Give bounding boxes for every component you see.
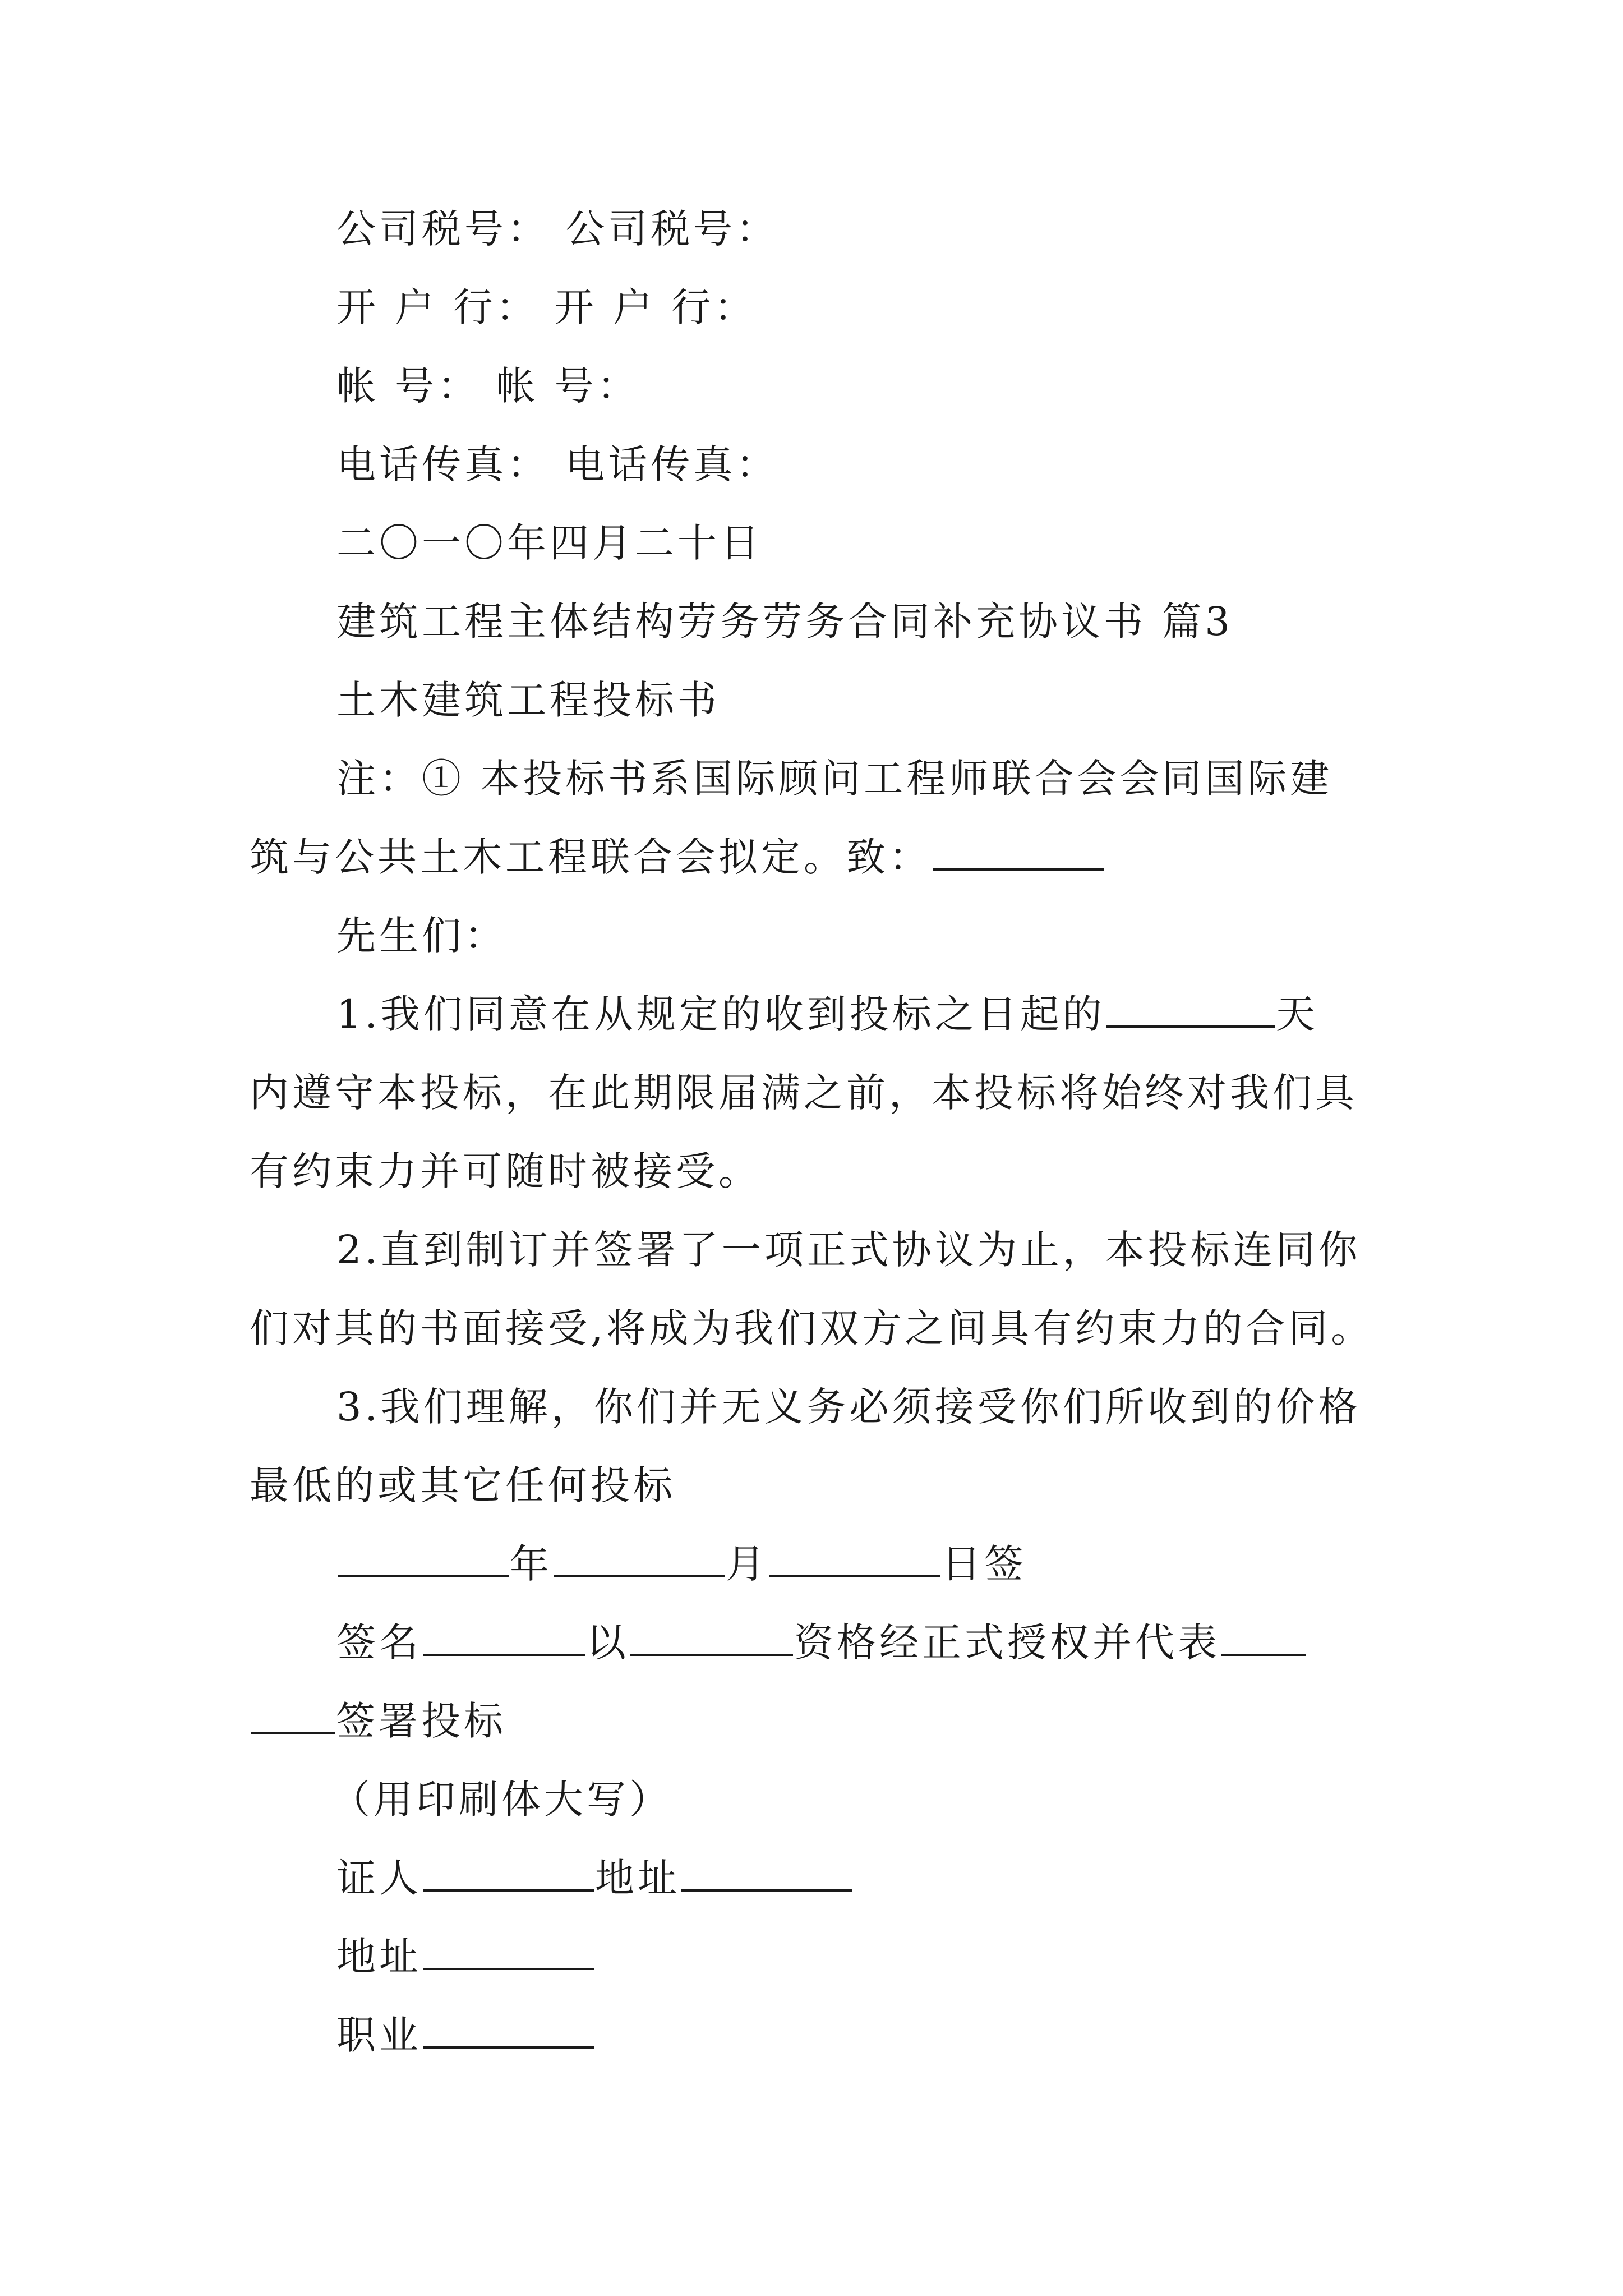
phone-fax-line: 电话传真： 电话传真： [336,441,779,487]
contract-date: 二〇一〇年四月二十日 [336,520,763,566]
clause-1-line-2: 内遵守本投标，在此期限届满之前，本投标将始终对我们具 [250,1070,1358,1116]
occupation-line [336,2008,595,2062]
day-sign-label: 日签 [942,1541,1027,1587]
clause-3-line-2: 最低的或其它任何投标 [250,1462,676,1508]
day-blank [769,1543,940,1577]
witness-address-label: 地址 [595,1855,680,1901]
capacity-label: 资格经正式授权并代表 [794,1619,1220,1665]
year-label: 年 [510,1541,552,1587]
witness-address-blank [681,1857,852,1892]
clause-2-line-2: 们对其的书面接受,将成为我们双方之间具有约束力的合同。 [250,1305,1374,1351]
note-line-2 [250,830,1105,884]
signature-line-1 [336,1616,1307,1669]
month-label: 月 [726,1541,768,1587]
days-blank [1106,993,1275,1028]
bank-line: 开 户 行： 开 户 行： [336,284,757,330]
sign-label: 签名 [336,1619,422,1665]
sign-bid-label: 签署投标 [336,1698,506,1744]
signature-line-2 [250,1694,506,1748]
clause-1-text-b: 天 [1275,991,1318,1037]
address-blank [423,1935,594,1970]
salutation: 先生们： [336,913,507,959]
witness-line [336,1851,854,1905]
note-line-1: 注：① 本投标书系国际顾问工程师联合会会同国际建 [336,756,1333,802]
capacity-blank [630,1621,793,1656]
witness-blank [423,1857,594,1892]
section-heading: 建筑工程主体结构劳务劳务合同补充协议书 篇3 [336,599,1233,645]
represented-blank-cont [251,1700,335,1734]
clause-3-line-1: 3.我们理解，你们并无义务必须接受你们所收到的价格 [336,1384,1361,1430]
with-label: 以 [587,1619,629,1665]
clause-1-text-a: 1.我们同意在从规定的收到投标之日起的 [336,991,1105,1037]
sign-date-line [336,1537,1027,1591]
year-blank [338,1543,509,1577]
month-blank [554,1543,725,1577]
clause-1-line-3: 有约束力并可随时被接受。 [250,1148,761,1194]
address-label: 地址 [336,1934,422,1980]
clause-1-line-1 [336,987,1318,1041]
represented-blank [1221,1621,1306,1656]
note-line-2-text: 筑与公共土木工程联合会拟定。致： [250,834,932,880]
occupation-blank [423,2014,594,2049]
occupation-label: 职业 [336,2012,422,2058]
addressee-blank [933,836,1104,871]
signer-blank [423,1621,585,1656]
document-title: 土木建筑工程投标书 [336,677,720,723]
account-line: 帐 号： 帐 号： [336,363,640,409]
address-line [336,1930,595,1984]
witness-label: 证人 [336,1855,422,1901]
print-note: （用印刷体大写） [331,1777,672,1823]
clause-2-line-1: 2.直到制订并签署了一项正式协议为止，本投标连同你 [336,1227,1361,1273]
tax-number-line: 公司税号： 公司税号： [336,206,779,252]
